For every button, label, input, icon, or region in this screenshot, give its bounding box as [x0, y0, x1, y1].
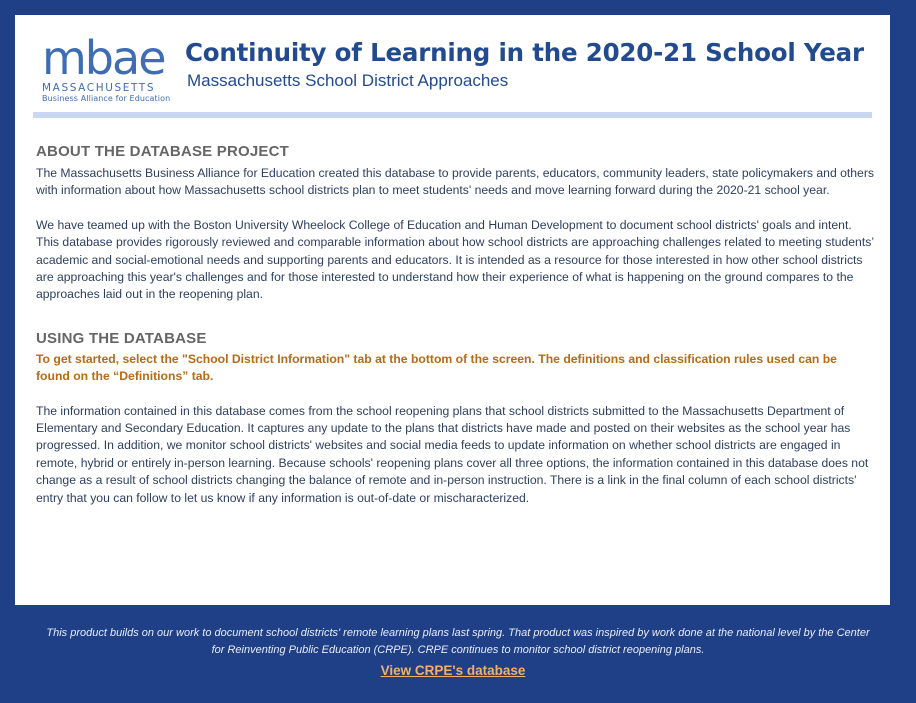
- about-paragraph-1: The Massachusetts Business Alliance for Education created this database to provide parents, educators, community leaders, state policymakers and others with information about how Massachusetts school districts plan to meet students' needs and move learning forward during the 2020-21 school year.: [36, 166, 874, 198]
- mbae-logo: [42, 31, 172, 115]
- view-crpe-database-link[interactable]: View CRPE's database: [380, 663, 526, 678]
- logo-line-1: MASSACHUSETTS: [42, 82, 156, 94]
- about-heading: ABOUT THE DATABASE PROJECT: [36, 143, 289, 160]
- footer-note: This product builds on our work to document school districts' remote learning plans last spring. That product was inspired by work done at the national level by the Center for Reinventing Public Education (CRPE). CRPE continues to monitor school district reopening plans.: [46, 627, 870, 656]
- header-divider: [33, 112, 872, 118]
- main-content: [36, 143, 874, 507]
- using-heading: USING THE DATABASE: [36, 329, 207, 347]
- page-subtitle: Massachusetts School District Approaches: [187, 71, 509, 90]
- page-title: Continuity of Learning in the 2020-21 School Year: [185, 38, 864, 67]
- getting-started-note: To get started, select the "School District Information" tab at the bottom of the screen. The definitions and classification rules used can be found on the “Definitions” tab.: [36, 351, 837, 384]
- about-paragraph-2: We have teamed up with the Boston University Wheelock College of Education and Human Development to document school districts' goals and intent. This database provides rigorously reviewed and comparable information about how school districts are approaching challenges related to meeting students’ academic and social-emotional needs and supporting parents and educators. It is intended as a resource for those interested in how other school districts are approaching this year's challenges and for those interested to understand how their experience of what is happening on the ground compares to the approaches laid out in the reopening plan.: [36, 217, 874, 302]
- using-paragraph: The information contained in this database comes from the school reopening plans that school districts submitted to the Massachusetts Department of Elementary and Secondary Education. It captures any update to the plans that districts have made and posted on their websites as the school year has progressed. In addition, we monitor school districts' websites and social media feeds to update information on whether school districts are engaged in remote, hybrid or entirely in-person learning. Because schools' reopening plans cover all three options, the information contained in this database does not change as a result of school districts changing the balance of remote and in-person instruction. There is a link in the final column of each school districts' entry that you can follow to let us know if any information is out-of-date or mischaracterized.: [36, 403, 869, 505]
- logo-line-2: Business Alliance for Education: [42, 94, 171, 103]
- content-card: [15, 15, 890, 605]
- logo-mark: mbae: [42, 31, 165, 85]
